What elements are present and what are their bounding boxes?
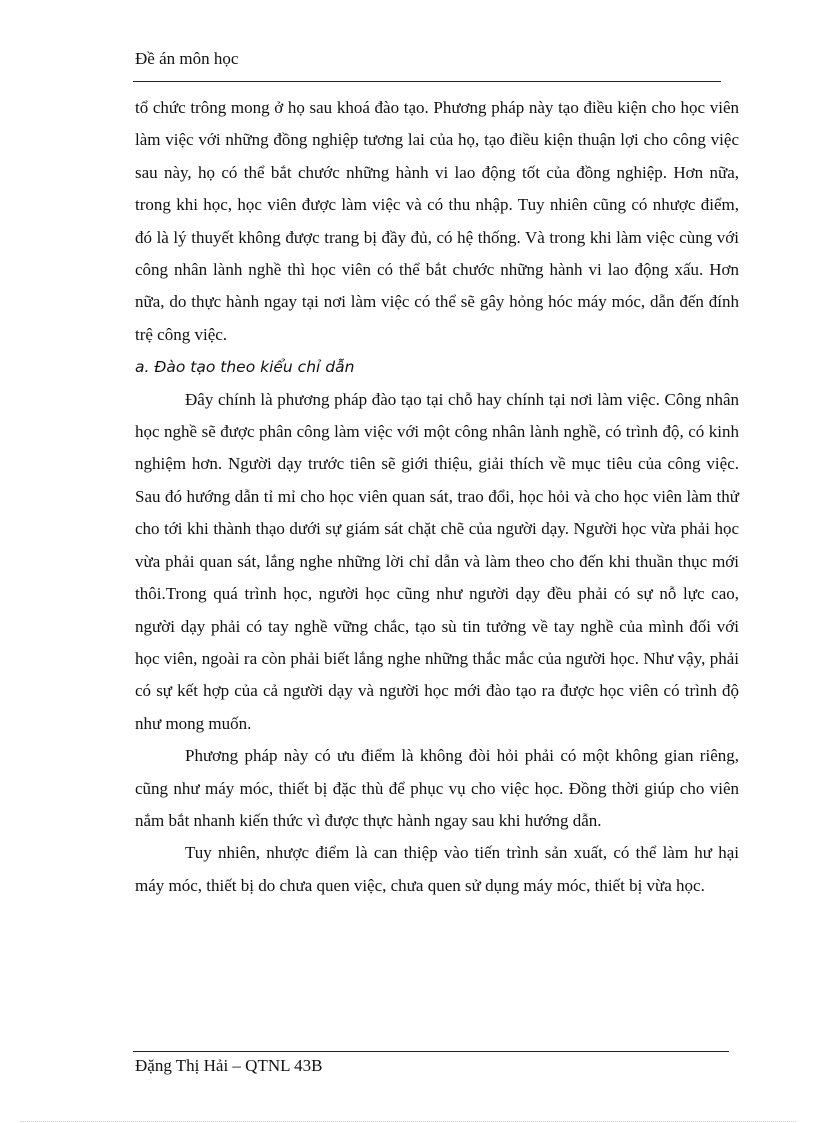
footer-divider	[133, 1051, 729, 1052]
paragraph-advantages: Phương pháp này có ưu điểm là không đòi hỏi phải có một không gian riêng, cũng như máy móc, thiết bị đặc thù để phục vụ cho việc học. Đồng thời giúp cho viên nắm bắt nhanh kiến thức vì được thực hành ngay sau khi hướng dẫn.	[135, 746, 739, 830]
header-divider	[133, 81, 721, 82]
paragraph-continuation: tổ chức trông mong ở họ sau khoá đào tạo. Phương pháp này tạo điều kiện cho học viên làm việc với những đồng nghiệp tương lai của họ, tạo điều kiện thuận lợi cho công việc sau này, họ có thể bắt chước những hành vi lao động tốt của đồng nghiệp. Hơn nữa, trong khi học, học viên được làm việc và có thu nhập. Tuy nhiên cũng có nhược điểm, đó là lý thuyết không được trang bị đầy đủ, có hệ thống. Và trong khi làm việc cùng với công nhân lành nghề thì học viên có thể bắt chước những hành vi lao động xấu. Hơn nữa, do thực hành ngay tại nơi làm việc có thể sẽ gây hỏng hóc máy móc, dẫn đến đính trệ công việc.	[135, 98, 739, 344]
footer-author: Đặng Thị Hải – QTNL 43B	[135, 1056, 323, 1075]
document-body	[135, 92, 739, 902]
section-heading: a. Đào tạo theo kiểu chỉ dẫn	[135, 358, 355, 377]
header-title: Đề án môn học	[135, 49, 239, 68]
page-bottom-edge	[20, 1121, 796, 1122]
paragraph-method-description: Đây chính là phương pháp đào tạo tại chỗ hay chính tại nơi làm việc. Công nhân học nghề sẽ được phân công làm việc với một công nhân lành nghề, có trình độ, có kinh nghiệm hơn. Người dạy trước tiên sẽ giới thiệu, giải thích về mục tiêu của công việc. Sau đó hướng dẫn tỉ mỉ cho học viên quan sát, trao đổi, học hỏi và cho học viên làm thử cho tới khi thành thạo dưới sự giám sát chặt chẽ của người dạy. Người học vừa phải học vừa phải quan sát, lắng nghe những lời chỉ dẫn và làm theo cho đến khi thuần thục mới thôi.Trong quá trình học, người học cũng như người dạy đều phải có sự nỗ lực cao, người dạy phải có tay nghề vững chắc, tạo sù tin tưởng về tay nghề của mình đối với học viên, ngoài ra còn phải biết lắng nghe những thắc mắc của người học. Như vậy, phải có sự kết hợp của cả người dạy và người học mới đào tạo ra được học viên có trình độ như mong muốn.	[135, 389, 739, 733]
paragraph-disadvantages: Tuy nhiên, nhược điểm là can thiệp vào tiến trình sản xuất, có thể làm hư hại máy móc, thiết bị do chưa quen việc, chưa quen sử dụng máy móc, thiết bị vừa học.	[135, 843, 739, 895]
